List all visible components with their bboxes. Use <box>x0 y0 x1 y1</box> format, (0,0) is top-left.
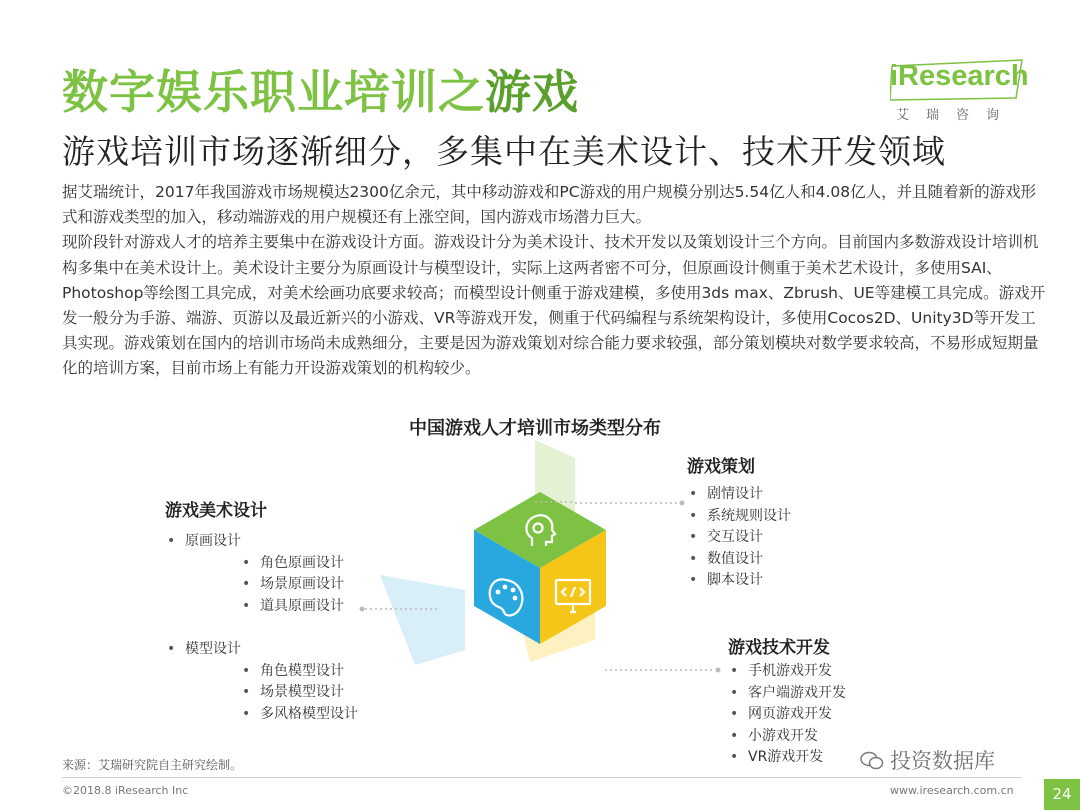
footer-copyright: ©2018.8 iResearch Inc <box>62 784 189 797</box>
page-number: 24 <box>1044 779 1080 810</box>
page-subtitle: 游戏培训市场逐渐细分，多集中在美术设计、技术开发领域 <box>62 132 946 171</box>
footer-divider <box>62 777 1022 778</box>
list-item: • 系统规则设计 <box>687 506 791 528</box>
art-design-title: 游戏美术设计 <box>165 501 267 521</box>
page-title-highlight: 游戏 <box>485 65 579 119</box>
list-item: • 网页游戏开发 <box>728 704 846 726</box>
watermark <box>860 745 995 775</box>
art-group-label: 模型设计 <box>185 641 241 657</box>
list-item: • 场景模型设计 <box>240 682 358 704</box>
chat-bubble-icon <box>860 751 884 771</box>
source-note: 来源：艾瑞研究院自主研究绘制。 <box>62 758 243 772</box>
diagram-title: 中国游戏人才培训市场类型分布 <box>409 418 661 439</box>
list-item: • 多风格模型设计 <box>240 704 358 726</box>
planning-list <box>687 484 791 592</box>
watermark-text: 投资数据库 <box>890 749 995 773</box>
list-item: • 交互设计 <box>687 527 791 549</box>
footer-url: www.iresearch.com.cn <box>890 784 1014 797</box>
dev-list <box>728 661 846 769</box>
list-item: • 场景原画设计 <box>240 574 344 596</box>
dev-title: 游戏技术开发 <box>728 638 830 658</box>
body-paragraph-1: 据艾瑞统计，2017年我国游戏市场规模达2300亿余元，其中移动游戏和PC游戏的用户规模分别达5.54亿人和4.08亿人，并且随着新的游戏形式和游戏类型的加入，移动端游戏的用户规模还有上涨空间，国内游戏市场潜力巨大。 <box>62 183 1037 227</box>
list-item: • 角色模型设计 <box>240 661 358 683</box>
list-item: • 手机游戏开发 <box>728 661 846 683</box>
planning-title: 游戏策划 <box>687 457 755 477</box>
list-item: • 脚本设计 <box>687 570 791 592</box>
body-paragraph-2: 现阶段针对游戏人才的培养主要集中在游戏设计方面。游戏设计分为美术设计、技术开发以及策划设计三个方向。目前国内多数游戏设计培训机构多集中在美术设计上。美术设计主要分为原画设计与模型设计，实际上这两者密不可分，但原画设计侧重于美术艺术设计，多使用SAI、Photoshop等绘图工具完成，对美术绘画功底要求较高；而模型设计侧重于游戏建模，多使用3ds max、Zbrush、UE等建模工具完成。游戏开发一般分为手游、端游、页游以及最近新兴的小游戏、VR等游戏开发，侧重于代码编程与系统架构设计，多使用Cocos2D、Unity3D等开发工具实现。游戏策划在国内的培训市场尚未成熟细分，主要是因为游戏策划对综合能力要求较强，部分策划模块对数学要求较高，不易形成短期量化的培训方案，目前市场上有能力开设游戏策划的机构较少。 <box>62 233 1046 378</box>
art-design-list <box>165 531 344 617</box>
logo-subtitle: 艾瑞咨询 <box>896 108 1017 123</box>
logo-wordmark: iResearch <box>890 60 1029 92</box>
list-item: • 角色原画设计 <box>240 553 344 575</box>
list-item <box>165 639 358 725</box>
list-item: • 小游戏开发 <box>728 726 846 748</box>
list-item: • 道具原画设计 <box>240 596 344 618</box>
art-group-label: 原画设计 <box>185 533 241 549</box>
page-title-prefix: 数字娱乐职业培训之 <box>62 65 485 119</box>
list-item: • 客户端游戏开发 <box>728 683 846 705</box>
list-item <box>165 531 344 617</box>
model-design-list <box>165 639 358 725</box>
list-item: • 剧情设计 <box>687 484 791 506</box>
list-item: • 数值设计 <box>687 549 791 571</box>
list-item: • VR游戏开发 <box>728 747 846 769</box>
